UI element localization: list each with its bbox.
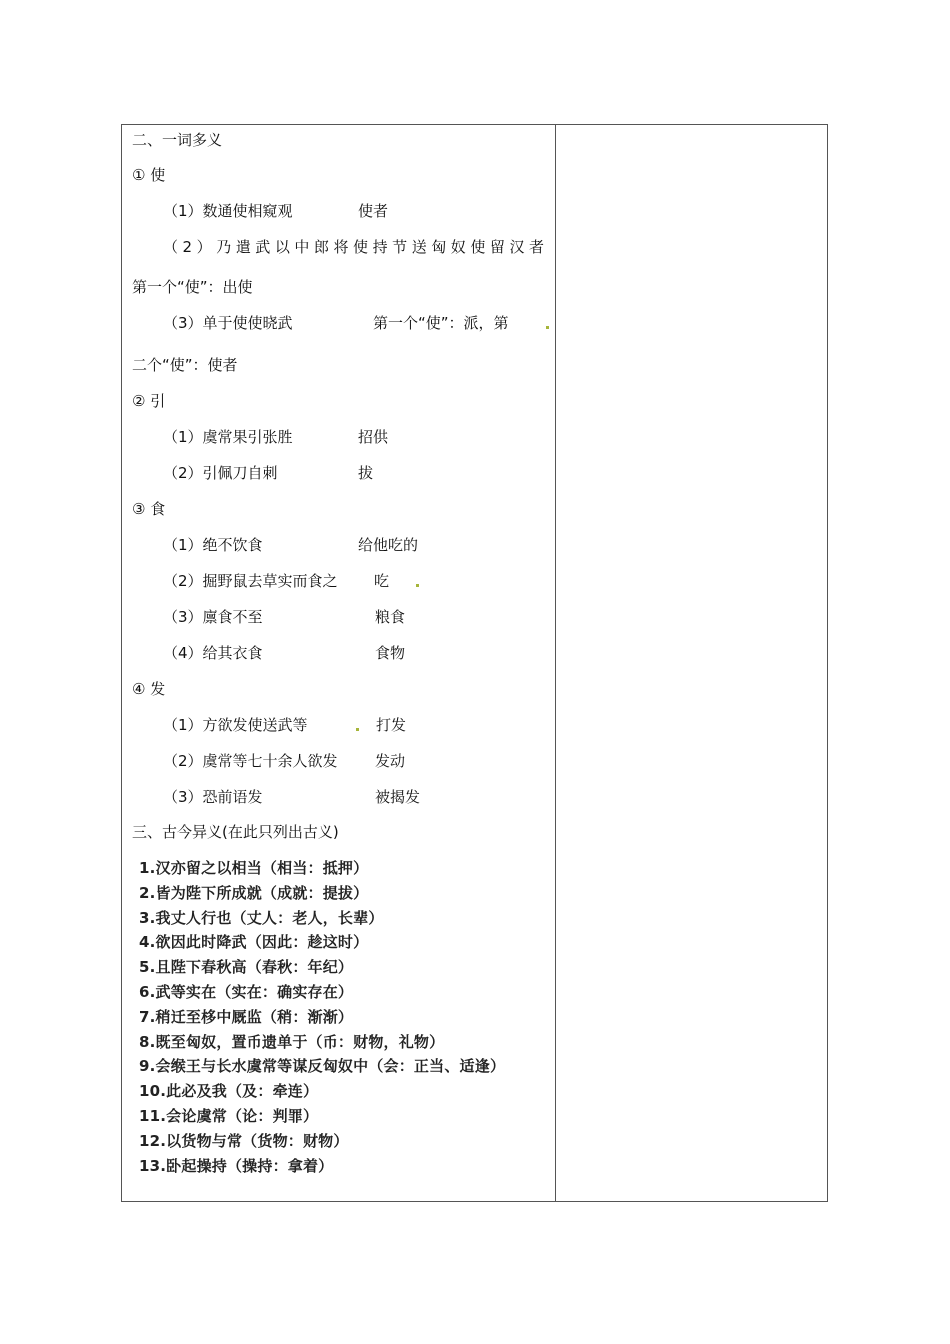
list-item: （2）乃遣武以中郎将使持节送匈奴使留汉者 <box>163 238 549 256</box>
list-item: 4.欲因此时降武（因此：趁这时） <box>139 933 369 952</box>
group-label-shi-food: ③ 食 <box>132 500 166 518</box>
gloss-continuation: 二个“使”：使者 <box>132 356 238 374</box>
list-item: （3）恐前语发 <box>163 788 263 806</box>
list-item: 7.稍迁至栘中厩监（稍：渐渐） <box>139 1007 354 1026</box>
list-item: （3）廪食不至 <box>163 608 263 626</box>
list-item: （2）虞常等七十余人欲发 <box>163 752 338 770</box>
list-item: （2）掘野鼠去草实而食之 <box>163 572 338 590</box>
group-label-fa: ④ 发 <box>132 680 166 698</box>
ancient-meaning-list <box>139 856 549 1178</box>
list-item: （1）方欲发使送武等 <box>163 716 308 734</box>
list-item: 3.我丈人行也（丈人：老人，长辈） <box>139 908 384 927</box>
marker-dot <box>416 584 419 587</box>
list-item: 9.会缑王与长水虞常等谋反匈奴中（会：正当、适逢） <box>139 1057 506 1076</box>
list-item: （2）引佩刀自刺 <box>163 464 278 482</box>
gloss: 招供 <box>358 428 389 446</box>
gloss: 第一个“使”：派，第 <box>373 314 509 332</box>
list-item: 5.且陛下春秋高（春秋：年纪） <box>139 958 354 977</box>
list-item: （1）虞常果引张胜 <box>163 428 293 446</box>
gloss: 被揭发 <box>375 788 421 806</box>
gloss: 打发 <box>376 716 407 734</box>
blank-notes-column <box>556 125 827 1201</box>
phrase: （1）数通使相窥观 <box>163 202 293 220</box>
marker-dot <box>546 326 549 329</box>
list-item: 2.皆为陛下所成就（成就：提拔） <box>139 883 369 902</box>
group-label-yin: ② 引 <box>132 392 166 410</box>
gloss: 给他吃的 <box>358 536 419 554</box>
list-item: 13.卧起操持（操持：拿着） <box>139 1156 334 1175</box>
list-item: 10.此必及我（及：牵连） <box>139 1082 319 1101</box>
notes-table <box>121 124 828 1202</box>
list-item: 11.会论虞常（论：判罪） <box>139 1106 319 1125</box>
list-item: （1）绝不饮食 <box>163 536 263 554</box>
marker-dot <box>356 728 359 731</box>
list-item: （3）单于使使晓武 <box>163 314 293 332</box>
gloss: 食物 <box>375 644 406 662</box>
gloss: 使者 <box>358 202 389 220</box>
section3-heading: 三、古今异义(在此只列出古义) <box>132 823 339 841</box>
list-item: 6.武等实在（实在：确实存在） <box>139 982 354 1001</box>
gloss: 吃 <box>374 572 390 590</box>
content-column <box>122 125 556 1201</box>
list-item: 1.汉亦留之以相当（相当：抵押） <box>139 859 369 877</box>
gloss-continuation: 第一个“使”：出使 <box>132 278 253 296</box>
list-item: （4）给其衣食 <box>163 644 263 662</box>
section2-heading: 二、一词多义 <box>132 131 223 149</box>
list-item: 12.以货物与常（货物：财物） <box>139 1131 349 1150</box>
list-item <box>163 201 293 221</box>
gloss: 发动 <box>375 752 406 770</box>
gloss: 拔 <box>358 464 374 482</box>
list-item: 8.既至匈奴，置币遗单于（币：财物，礼物） <box>139 1032 445 1051</box>
group-label-shi: ① 使 <box>132 166 166 184</box>
gloss: 粮食 <box>375 608 406 626</box>
